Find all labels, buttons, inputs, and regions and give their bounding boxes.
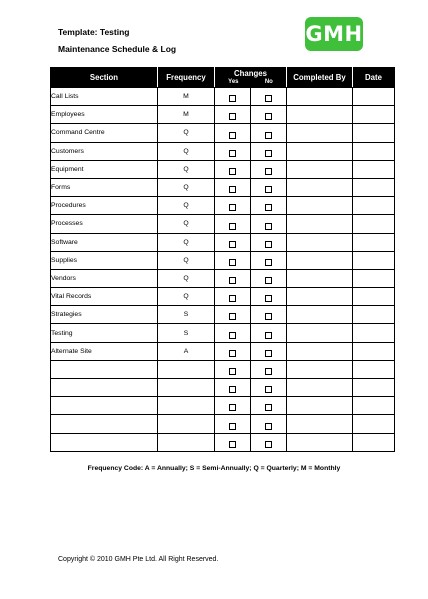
changes-yes-checkbox[interactable] [229,313,236,320]
changes-no-checkbox[interactable] [265,277,272,284]
frequency-cell: Q [158,197,215,215]
changes-yes-checkbox[interactable] [229,186,236,193]
completed-by-cell[interactable] [287,215,353,233]
section-cell: Call Lists [51,88,158,106]
table-row [51,178,395,196]
changes-yes-checkbox[interactable] [229,441,236,448]
changes-no-cell [251,251,287,269]
completed-by-cell[interactable] [287,233,353,251]
table-row [51,324,395,342]
section-cell: Employees [51,106,158,124]
section-cell: Supplies [51,251,158,269]
changes-yes-cell [215,106,251,124]
date-cell[interactable] [353,397,395,415]
changes-yes-cell [215,397,251,415]
copyright-notice: Copyright © 2010 GMH Pte Ltd. All Right Reserved. [58,556,219,563]
gmh-logo: GMH [305,17,363,51]
date-cell[interactable] [353,415,395,433]
changes-no-cell [251,288,287,306]
completed-by-cell[interactable] [287,324,353,342]
changes-no-checkbox[interactable] [265,423,272,430]
table-row [51,88,395,106]
frequency-cell: S [158,324,215,342]
changes-yes-cell [215,160,251,178]
frequency-cell: Q [158,178,215,196]
section-cell: Vital Records [51,288,158,306]
frequency-cell: Q [158,142,215,160]
changes-yes-cell [215,215,251,233]
changes-yes-cell [215,269,251,287]
section-cell [51,433,158,451]
changes-no-cell [251,324,287,342]
section-cell [51,397,158,415]
changes-no-checkbox[interactable] [265,150,272,157]
completed-by-cell[interactable] [287,160,353,178]
changes-yes-cell [215,197,251,215]
column-header-completed-by: Completed By [287,68,353,88]
column-header-changes [215,68,287,88]
changes-no-checkbox[interactable] [265,259,272,266]
completed-by-cell[interactable] [287,106,353,124]
changes-no-checkbox[interactable] [265,350,272,357]
changes-yes-cell [215,178,251,196]
frequency-cell: M [158,106,215,124]
changes-no-cell [251,142,287,160]
frequency-cell: Q [158,288,215,306]
section-cell: Procedures [51,197,158,215]
column-header-date: Date [353,68,395,88]
template-title: Template: Testing [58,27,130,37]
completed-by-cell[interactable] [287,197,353,215]
changes-no-checkbox[interactable] [265,368,272,375]
changes-yes-checkbox[interactable] [229,295,236,302]
date-cell[interactable] [353,124,395,142]
completed-by-cell[interactable] [287,379,353,397]
changes-yes-checkbox[interactable] [229,386,236,393]
changes-no-cell [251,106,287,124]
section-cell [51,379,158,397]
changes-yes-checkbox[interactable] [229,204,236,211]
frequency-cell [158,433,215,451]
changes-no-checkbox[interactable] [265,168,272,175]
section-cell: Equipment [51,160,158,178]
changes-yes-checkbox[interactable] [229,150,236,157]
changes-no-cell [251,197,287,215]
changes-no-cell [251,415,287,433]
completed-by-cell[interactable] [287,88,353,106]
date-cell[interactable] [353,269,395,287]
section-cell [51,360,158,378]
changes-yes-label: Yes [228,78,239,85]
changes-no-checkbox[interactable] [265,332,272,339]
table-row [51,106,395,124]
changes-yes-cell [215,360,251,378]
changes-no-checkbox[interactable] [265,95,272,102]
table-row [51,415,395,433]
changes-yes-cell [215,88,251,106]
completed-by-cell[interactable] [287,306,353,324]
changes-yes-checkbox[interactable] [229,423,236,430]
changes-yes-cell [215,251,251,269]
changes-no-checkbox[interactable] [265,204,272,211]
changes-no-checkbox[interactable] [265,132,272,139]
frequency-cell: M [158,88,215,106]
section-cell: Alternate Site [51,342,158,360]
changes-no-label: No [264,78,273,85]
changes-yes-cell [215,342,251,360]
changes-no-cell [251,233,287,251]
table-header-row [51,68,395,88]
changes-yes-checkbox[interactable] [229,332,236,339]
changes-no-checkbox[interactable] [265,295,272,302]
changes-no-cell [251,269,287,287]
date-cell[interactable] [353,379,395,397]
completed-by-cell[interactable] [287,342,353,360]
table-row [51,269,395,287]
frequency-cell: S [158,306,215,324]
table-row [51,342,395,360]
section-cell: Command Centre [51,124,158,142]
changes-yes-checkbox[interactable] [229,368,236,375]
section-cell: Testing [51,324,158,342]
changes-no-checkbox[interactable] [265,313,272,320]
table-row [51,197,395,215]
changes-yes-cell [215,142,251,160]
changes-no-cell [251,433,287,451]
changes-no-checkbox[interactable] [265,113,272,120]
frequency-cell: A [158,342,215,360]
changes-yes-checkbox[interactable] [229,132,236,139]
table-row [51,397,395,415]
changes-no-cell [251,360,287,378]
table-row [51,233,395,251]
changes-no-cell [251,215,287,233]
table-row [51,306,395,324]
changes-no-checkbox[interactable] [265,186,272,193]
frequency-cell [158,379,215,397]
date-cell[interactable] [353,178,395,196]
changes-no-cell [251,88,287,106]
date-cell[interactable] [353,306,395,324]
frequency-cell: Q [158,233,215,251]
date-cell[interactable] [353,360,395,378]
section-cell: Customers [51,142,158,160]
changes-yes-cell [215,306,251,324]
date-cell[interactable] [353,106,395,124]
column-header-frequency: Frequency [158,68,215,88]
changes-no-cell [251,124,287,142]
changes-yes-checkbox[interactable] [229,350,236,357]
changes-yes-cell [215,415,251,433]
completed-by-cell[interactable] [287,415,353,433]
section-cell: Processes [51,215,158,233]
changes-no-cell [251,342,287,360]
changes-yes-cell [215,324,251,342]
changes-yes-checkbox[interactable] [229,277,236,284]
document-subtitle: Maintenance Schedule & Log [58,44,177,54]
table-row [51,160,395,178]
changes-no-cell [251,379,287,397]
changes-yes-checkbox[interactable] [229,223,236,230]
table-row [51,288,395,306]
changes-yes-checkbox[interactable] [229,95,236,102]
changes-yes-checkbox[interactable] [229,404,236,411]
date-cell[interactable] [353,197,395,215]
changes-yes-cell [215,233,251,251]
column-header-section: Section [51,68,158,88]
frequency-cell: Q [158,124,215,142]
changes-no-cell [251,160,287,178]
date-cell[interactable] [353,160,395,178]
completed-by-cell[interactable] [287,142,353,160]
date-cell[interactable] [353,433,395,451]
section-cell [51,415,158,433]
table-row [51,433,395,451]
date-cell[interactable] [353,288,395,306]
completed-by-cell[interactable] [287,433,353,451]
changes-no-checkbox[interactable] [265,241,272,248]
completed-by-cell[interactable] [287,251,353,269]
frequency-cell [158,415,215,433]
changes-yes-checkbox[interactable] [229,168,236,175]
date-cell[interactable] [353,142,395,160]
date-cell[interactable] [353,324,395,342]
frequency-cell: Q [158,251,215,269]
section-cell: Software [51,233,158,251]
table-row [51,215,395,233]
date-cell[interactable] [353,251,395,269]
changes-yes-checkbox[interactable] [229,113,236,120]
changes-no-checkbox[interactable] [265,223,272,230]
date-cell[interactable] [353,88,395,106]
table-row [51,251,395,269]
changes-yes-checkbox[interactable] [229,241,236,248]
date-cell[interactable] [353,342,395,360]
frequency-cell [158,397,215,415]
changes-no-checkbox[interactable] [265,404,272,411]
table-row [51,124,395,142]
changes-no-cell [251,178,287,196]
maintenance-log-table [50,67,395,452]
completed-by-cell[interactable] [287,124,353,142]
table-row [51,379,395,397]
changes-no-checkbox[interactable] [265,441,272,448]
section-cell: Vendors [51,269,158,287]
frequency-cell: Q [158,269,215,287]
changes-yes-cell [215,433,251,451]
changes-no-cell [251,306,287,324]
completed-by-cell[interactable] [287,269,353,287]
changes-yes-checkbox[interactable] [229,259,236,266]
table-row [51,142,395,160]
date-cell[interactable] [353,215,395,233]
completed-by-cell[interactable] [287,178,353,196]
changes-no-checkbox[interactable] [265,386,272,393]
completed-by-cell[interactable] [287,288,353,306]
changes-no-cell [251,397,287,415]
date-cell[interactable] [353,233,395,251]
frequency-code-legend: Frequency Code: A = Annually; S = Semi-Annually; Q = Quarterly; M = Monthly [87,465,341,472]
completed-by-cell[interactable] [287,360,353,378]
changes-yes-cell [215,288,251,306]
frequency-cell: Q [158,160,215,178]
table-row [51,360,395,378]
section-cell: Strategies [51,306,158,324]
completed-by-cell[interactable] [287,397,353,415]
frequency-cell [158,360,215,378]
changes-label: Changes [234,68,267,78]
changes-yes-cell [215,379,251,397]
section-cell: Forms [51,178,158,196]
changes-yes-cell [215,124,251,142]
frequency-cell: Q [158,215,215,233]
